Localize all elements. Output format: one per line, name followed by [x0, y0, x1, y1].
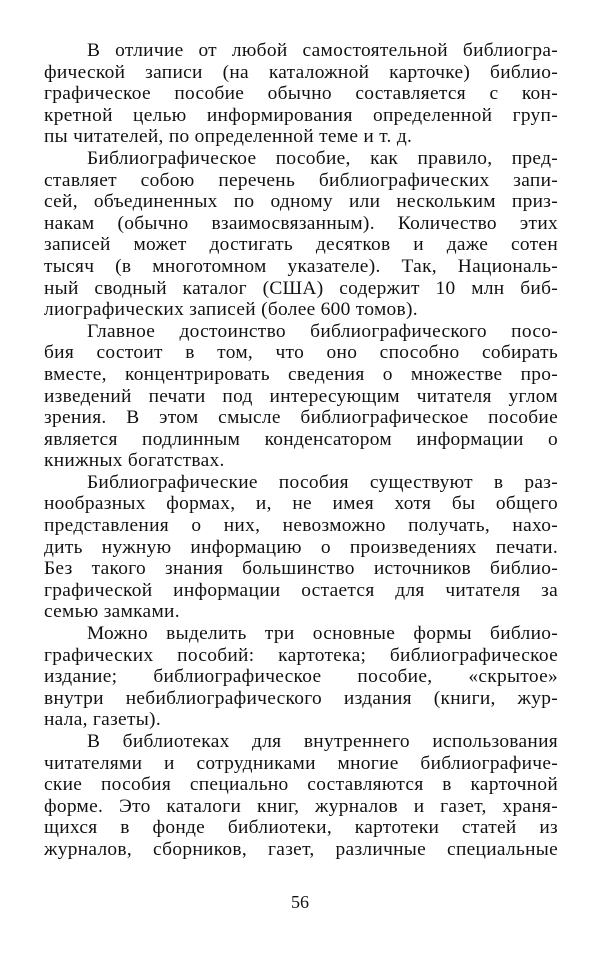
text-line: бия состоит в том, что оно способно собирать [44, 342, 558, 364]
text-line: графическое пособие обычно составляется с кон- [44, 83, 558, 105]
text-line: Библиографические пособия существуют в раз- [87, 471, 558, 493]
text-line: записей может достигать десятков и даже сотен [44, 234, 558, 256]
text-line: форме. Это каталоги книг, журналов и газет, храня- [44, 795, 558, 817]
paragraph-5 [44, 623, 558, 731]
text-line: издание; библиографическое пособие, «скрытое» [44, 666, 558, 688]
paragraph-4 [44, 472, 558, 623]
text-line: нообразных формах, и, не имея хотя бы общего [44, 493, 558, 515]
text-line: ские пособия специально составляются в карточной [44, 774, 558, 796]
text-line: графической информации остается для читателя за [44, 579, 558, 601]
text-line: книжных богатствах. [44, 450, 225, 472]
text-line: вместе, концентрировать сведения о множестве про- [44, 363, 558, 385]
text-line: изведений печати под интересующим читателя углом [44, 385, 558, 407]
text-line: Библиографическое пособие, как правило, пред- [87, 147, 558, 169]
paragraph-3 [44, 321, 558, 472]
text-line: является подлинным конденсатором информации о [44, 428, 558, 450]
text-line: Можно выделить три основные формы библио- [87, 623, 558, 645]
text-line: накам (обычно взаимосвязанным). Количество этих [44, 212, 558, 234]
paragraph-1 [44, 40, 558, 148]
text-line: графических пособий: картотека; библиографическое [44, 644, 558, 666]
text-line: ный сводный каталог (США) содержит 10 млн биб- [44, 277, 558, 299]
text-line: В отличие от любой самостоятельной библиогра- [87, 40, 558, 61]
text-line: представления о них, невозможно получать, нахо- [44, 515, 558, 537]
text-line: пы читателей, по определенной теме и т. д. [44, 126, 413, 148]
text-line: лиографических записей (более 600 томов). [44, 299, 418, 321]
text-line: Главное достоинство библиографического посо- [87, 320, 558, 342]
text-line: В библиотеках для внутреннего использования [87, 731, 558, 752]
page-number: 56 [291, 892, 309, 912]
text-line: журналов, сборников, газет, различные специальные [44, 838, 558, 860]
paragraph-2 [44, 148, 558, 321]
text-line: кретной целью информирования определенной груп- [44, 104, 558, 126]
text-line: читателями и сотрудниками многие библиографиче- [44, 752, 558, 774]
text-line: внутри небиблиографического издания (книги, жур- [44, 687, 558, 709]
text-line: тысяч (в многотомном указателе). Так, Националь- [44, 255, 558, 277]
text-line: нала, газеты). [44, 709, 161, 731]
page-body [44, 40, 558, 861]
text-line: зрения. В этом смысле библиографическое пособие [44, 407, 558, 429]
text-line: щихся в фонде библиотеки, картотеки статей из [44, 817, 558, 839]
text-line: дить нужную информацию о произведениях печати. [44, 536, 558, 558]
text-line: семью замками. [44, 601, 180, 623]
text-line: Без такого знания большинство источников библио- [44, 558, 558, 580]
text-line: ставляет собою перечень библиографических запи- [44, 169, 558, 191]
text-line: сей, объединенных по одному или нескольким приз- [44, 191, 558, 213]
paragraph-6 [44, 731, 558, 861]
text-line: фической записи (на каталожной карточке) библио- [44, 61, 558, 83]
